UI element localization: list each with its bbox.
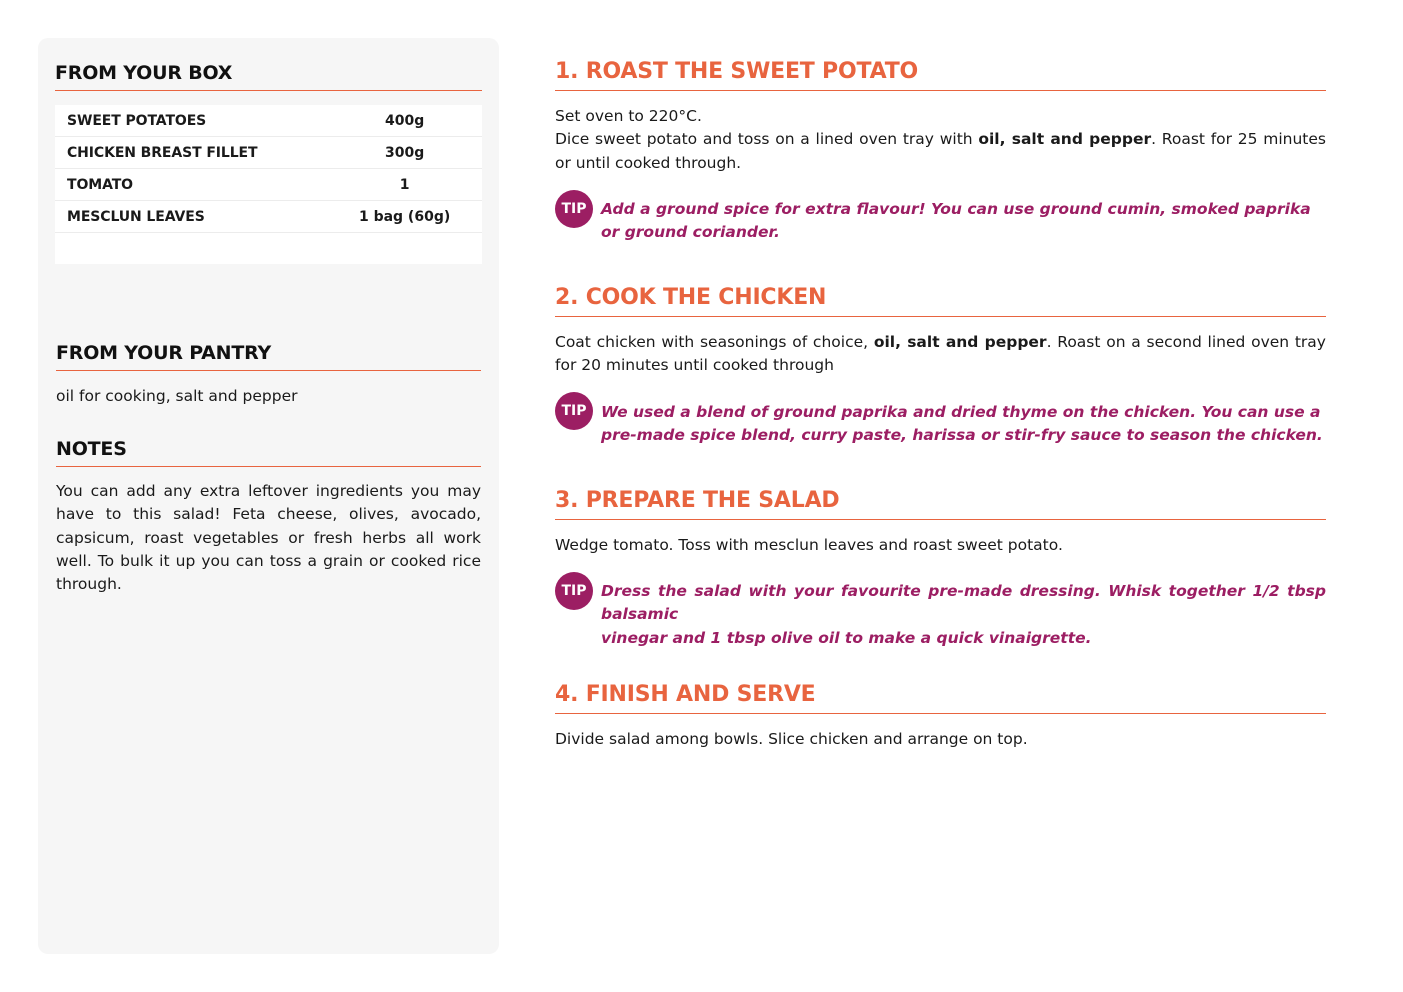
notes-heading: NOTES	[56, 438, 481, 467]
step-2-text-bold: oil, salt and pepper	[873, 333, 1047, 351]
box-ingredients-table	[55, 105, 482, 264]
step-1-heading: 1. ROAST THE SWEET POTATO	[555, 59, 1326, 91]
step-3-heading: 3. PREPARE THE SALAD	[555, 488, 1326, 520]
step-1-text-pre: Dice sweet potato and toss on a lined oven tray with	[555, 130, 979, 149]
step-2-heading: 2. COOK THE CHICKEN	[555, 285, 1326, 317]
notes-text: You can add any extra leftover ingredients you may have to this salad! Feta cheese, olives, avocado, capsicum, roast vegetables or fresh herbs all work well. To bulk it up you can toss a grain or cooked rice through.	[56, 482, 481, 594]
step-2-text-post: . Roast on a second lined oven tray for 20 minutes until cooked through	[555, 333, 1326, 375]
ingredient-name: CHICKEN BREAST FILLET	[55, 137, 327, 169]
ingredient-name: SWEET POTATOES	[55, 105, 327, 137]
table-row	[55, 201, 482, 233]
step-1-oven-line: Set oven to 220°C.	[555, 107, 702, 125]
tip-badge: TIP	[555, 572, 593, 610]
empty-cell	[55, 233, 327, 265]
step-3-tip-line-1: Dress the salad with your favourite pre-made dressing. Whisk together 1/2 tbsp balsamic	[601, 582, 1326, 624]
ingredient-name: MESCLUN LEAVES	[55, 201, 327, 233]
tip-badge: TIP	[555, 190, 593, 228]
step-1-tip: Add a ground spice for extra flavour! You can use ground cumin, smoked paprika or ground coriander.	[601, 200, 1311, 242]
step-2-text-pre: Coat chicken with seasonings of choice,	[555, 333, 874, 351]
ingredient-qty: 300g	[327, 137, 482, 169]
step-2-tip: We used a blend of ground paprika and dried thyme on the chicken. You can use a pre-made spice blend, curry paste, harissa or stir-fry sauce to season the chicken.	[601, 403, 1323, 445]
tip-badge: TIP	[555, 392, 593, 430]
table-spacer-row	[55, 233, 482, 265]
ingredient-qty: 400g	[327, 105, 482, 137]
step-4-text: Divide salad among bowls. Slice chicken and arrange on top.	[555, 730, 1028, 748]
ingredient-qty: 1	[327, 169, 482, 201]
empty-cell	[327, 233, 482, 265]
table-row	[55, 105, 482, 137]
table-row	[55, 137, 482, 169]
ingredient-qty: 1 bag (60g)	[327, 201, 482, 233]
step-1-text-post: . Roast for 25 minutes or until cooked through.	[555, 130, 1326, 172]
ingredient-name: TOMATO	[55, 169, 327, 201]
pantry-text: oil for cooking, salt and pepper	[56, 387, 298, 405]
table-row	[55, 169, 482, 201]
step-4-heading: 4. FINISH AND SERVE	[555, 682, 1326, 714]
step-3-text: Wedge tomato. Toss with mesclun leaves and roast sweet potato.	[555, 536, 1063, 554]
from-your-box-heading: FROM YOUR BOX	[55, 62, 482, 91]
step-2-text	[555, 331, 1326, 378]
ingredients-sidebar	[38, 38, 499, 954]
step-3-tip-line-2: vinegar and 1 tbsp olive oil to make a quick vinaigrette.	[601, 629, 1092, 647]
from-your-pantry-heading: FROM YOUR PANTRY	[56, 342, 481, 371]
step-1-text	[555, 105, 1326, 175]
step-1-text-bold: oil, salt and pepper	[978, 130, 1152, 149]
